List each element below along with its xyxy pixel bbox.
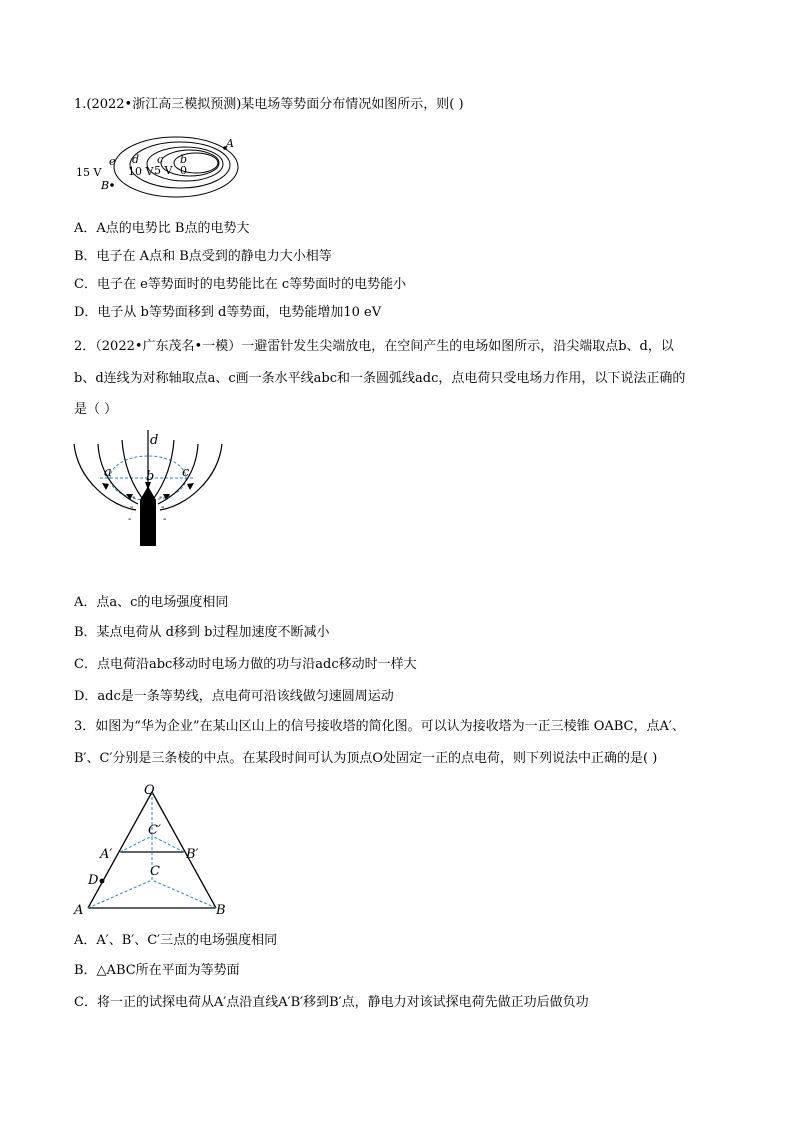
q2-label-c: c bbox=[182, 465, 190, 480]
svg-text:-: - bbox=[163, 514, 167, 525]
q1-label-5v: 5 V bbox=[154, 164, 173, 177]
q3-label-b: B bbox=[216, 903, 226, 918]
question-2-option-b: B．某点电荷从 d移到 b过程加速度不断减小 bbox=[74, 625, 330, 640]
q1-label-10v: 10 V bbox=[128, 165, 154, 178]
question-1-stem: 1.(2022•浙江高三模拟预测)某电场等势面分布情况如图所示，则( ) bbox=[74, 97, 464, 112]
q1-label-point-b: B bbox=[101, 179, 110, 192]
question-2-option-c: C．点电荷沿abc移动时电场力做的功与沿adc移动时一样大 bbox=[74, 657, 417, 672]
q3-label-c-prime: C′ bbox=[148, 823, 161, 838]
q3-label-a: A bbox=[74, 903, 84, 918]
question-3-stem-line-2: B′、C′分别是三条棱的中点。在某段时间可认为顶点O处固定一正的点电荷，则下列说法中正确的是( ) bbox=[74, 751, 658, 766]
q1-label-0: 0 bbox=[180, 164, 187, 177]
svg-text:-: - bbox=[130, 502, 134, 513]
question-3-stem-line-1: 3．如图为“华为企业”在某山区山上的信号接收塔的简化图。可以认为接收塔为一正三棱锥 OABC，点A′、 bbox=[74, 719, 685, 734]
question-1-option-d: D．电子从 b等势面移到 d等势面，电势能增加10 eV bbox=[74, 305, 382, 320]
q1-label-b: b bbox=[180, 153, 188, 166]
q1-label-point-a: A bbox=[226, 137, 234, 150]
question-3-option-a: A．A′、B′、C′三点的电场强度相同 bbox=[74, 933, 278, 948]
question-2-stem-line-3: 是（ ） bbox=[74, 402, 118, 417]
question-2-stem-line-2: b、d连线为对称轴取点a、c画一条水平线abc和一条圆弧线adc，点电荷只受电场力作用，以下说法正确的 bbox=[74, 371, 686, 386]
question-2-option-a: A．点a、c的电场强度相同 bbox=[74, 595, 229, 610]
question-1-option-b: B．电子在 A点和 B点受到的静电力大小相等 bbox=[74, 249, 332, 264]
q3-label-o: O bbox=[144, 783, 155, 798]
svg-text:-: - bbox=[132, 492, 136, 503]
question-3-option-c: C．将一正的试探电荷从A′点沿直线A′B′移到B′点，静电力对该试探电荷先做正功后做负功 bbox=[74, 995, 589, 1010]
question-3-option-b: B．△ABC所在平面为等势面 bbox=[74, 963, 240, 978]
question-1-equipotential-figure bbox=[72, 132, 242, 198]
question-2-option-d: D．adc是一条等势线，点电荷可沿该线做匀速圆周运动 bbox=[74, 689, 394, 704]
svg-text:-: - bbox=[128, 514, 132, 525]
q2-label-a: a bbox=[104, 465, 112, 480]
q3-label-d: D bbox=[88, 873, 99, 888]
question-1-option-c: C．电子在 e等势面时的电势能比在 c等势面时的电势能小 bbox=[74, 277, 407, 292]
q1-label-e: e bbox=[109, 155, 116, 168]
question-3-pyramid-figure bbox=[68, 780, 238, 920]
question-1-option-a: A．A点的电势比 B点的电势大 bbox=[74, 221, 250, 236]
q1-label-c: c bbox=[157, 153, 164, 166]
question-2-lightning-rod-figure bbox=[70, 430, 230, 550]
q1-label-15v: 15 V bbox=[76, 166, 102, 179]
q2-label-d: d bbox=[150, 433, 159, 448]
q3-label-a-prime: A′ bbox=[100, 847, 113, 862]
q1-label-d: d bbox=[132, 153, 140, 166]
svg-text:-: - bbox=[161, 502, 165, 513]
q3-label-b-prime: B′ bbox=[186, 847, 199, 862]
q2-label-b: b bbox=[146, 469, 155, 484]
q3-label-c: C bbox=[150, 864, 160, 879]
svg-text:-: - bbox=[159, 492, 163, 503]
question-2-stem-line-1: 2．（2022•广东茂名•一模）一避雷针发生尖端放电，在空间产生的电场如图所示，沿尖端取点b、d，以 bbox=[74, 339, 674, 354]
